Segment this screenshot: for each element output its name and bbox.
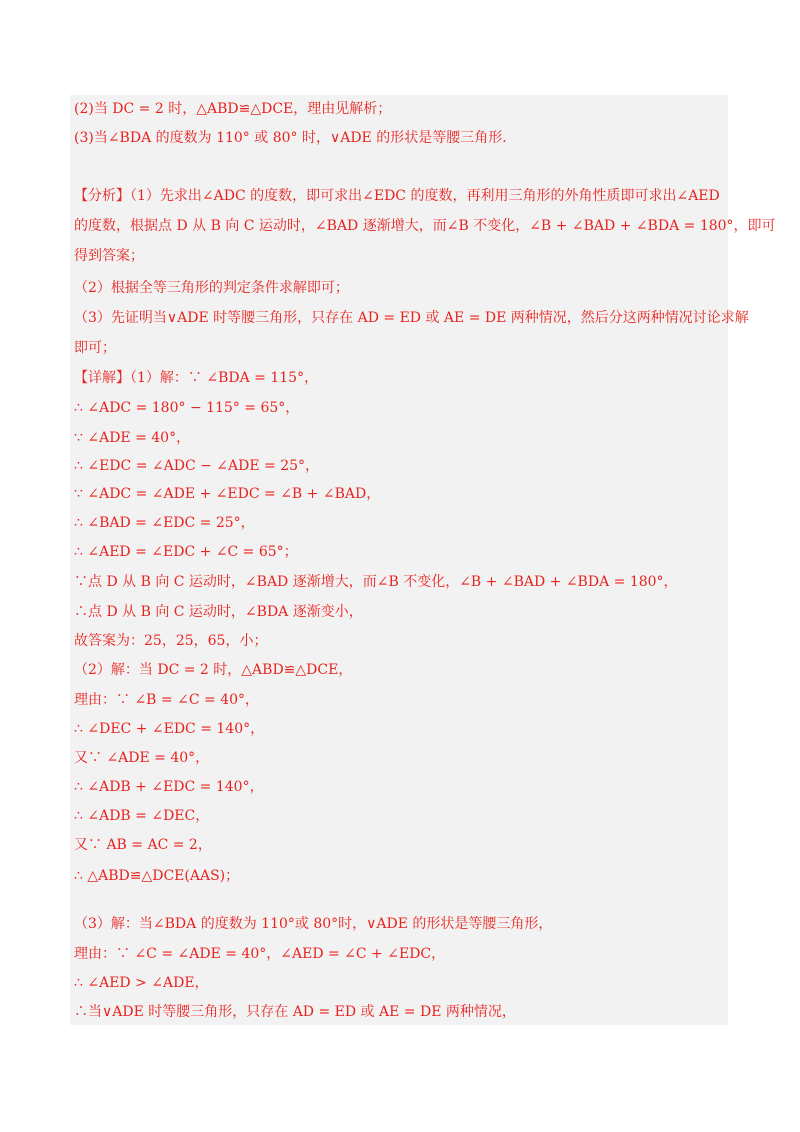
part3-line: （3）解：当∠BDA 的度数为 110°或 80°时，∨ADE 的形状是等腰三角形， bbox=[74, 916, 553, 932]
part3-line: ∴当∨ADE 时等腰三角形，只存在 AD = ED 或 AE = DE 两种情况， bbox=[74, 1004, 516, 1020]
analysis-line-2: 的度数，根据点 D 从 B 向 C 运动时，∠BAD 逐渐增大，而∠B 不变化，∠B + ∠BAD + ∠BDA = 180°，即可 bbox=[74, 218, 776, 234]
analysis-line-5: （3）先证明当∨ADE 时等腰三角形，只存在 AD = ED 或 AE = DE 两种情况，然后分这两种情况讨论求解 bbox=[74, 310, 749, 326]
detail-line: ∴点 D 从 B 向 C 运动时，∠BDA 逐渐变小， bbox=[74, 604, 363, 620]
detail-line: 理由：∵ ∠B = ∠C = 40°， bbox=[74, 692, 259, 708]
detail-line: （2）解：当 DC = 2 时，△ABD≌△DCE， bbox=[74, 662, 353, 678]
detail-line: ∴ ∠BAD = ∠EDC = 25°， bbox=[74, 515, 255, 531]
detail-line: ∵点 D 从 B 向 C 运动时，∠BAD 逐渐增大，而∠B 不变化，∠B + ∠BAD + ∠BDA = 180°， bbox=[74, 574, 678, 590]
detail-line: ∴ ∠DEC + ∠EDC = 140°， bbox=[74, 721, 265, 737]
detail-line: 又∵ ∠ADE = 40°， bbox=[74, 750, 210, 766]
detail-line: ∵ ∠ADC = ∠ADE + ∠EDC = ∠B + ∠BAD， bbox=[74, 486, 381, 502]
answer-line-3: (3)当∠BDA 的度数为 110° 或 80° 时，∨ADE 的形状是等腰三角形. bbox=[74, 130, 507, 146]
detail-line: ∵ ∠ADE = 40°， bbox=[74, 430, 191, 446]
detail-line: ∴ △ABD≌△DCE(AAS)； bbox=[74, 868, 240, 884]
analysis-line-4: （2）根据全等三角形的判定条件求解即可； bbox=[74, 280, 349, 296]
detail-line: 故答案为：25，25，65，小； bbox=[74, 633, 268, 649]
analysis-line-3: 得到答案； bbox=[74, 248, 144, 264]
detail-line: ∴ ∠EDC = ∠ADC − ∠ADE = 25°， bbox=[74, 458, 320, 474]
detail-line: ∴ ∠AED = ∠EDC + ∠C = 65°； bbox=[74, 544, 298, 560]
detail-line: ∴ ∠ADB + ∠EDC = 140°， bbox=[74, 779, 264, 795]
analysis-line-1: 【分析】（1）先求出∠ADC 的度数，即可求出∠EDC 的度数，再利用三角形的外角性质即可求出∠AED bbox=[74, 188, 720, 204]
part3-line: ∴ ∠AED > ∠ADE， bbox=[74, 975, 209, 991]
detail-line: 【详解】（1）解：∵ ∠BDA = 115°， bbox=[74, 370, 319, 386]
analysis-line-6: 即可； bbox=[74, 340, 116, 356]
part3-line: 理由：∵ ∠C = ∠ADE = 40°，∠AED = ∠C + ∠EDC， bbox=[74, 946, 446, 962]
answer-line-2: (2)当 DC = 2 时，△ABD≌△DCE，理由见解析； bbox=[74, 101, 392, 117]
detail-line: 又∵ AB = AC = 2， bbox=[74, 837, 212, 853]
detail-line: ∴ ∠ADC = 180° − 115° = 65°， bbox=[74, 400, 300, 416]
detail-line: ∴ ∠ADB = ∠DEC， bbox=[74, 808, 210, 824]
